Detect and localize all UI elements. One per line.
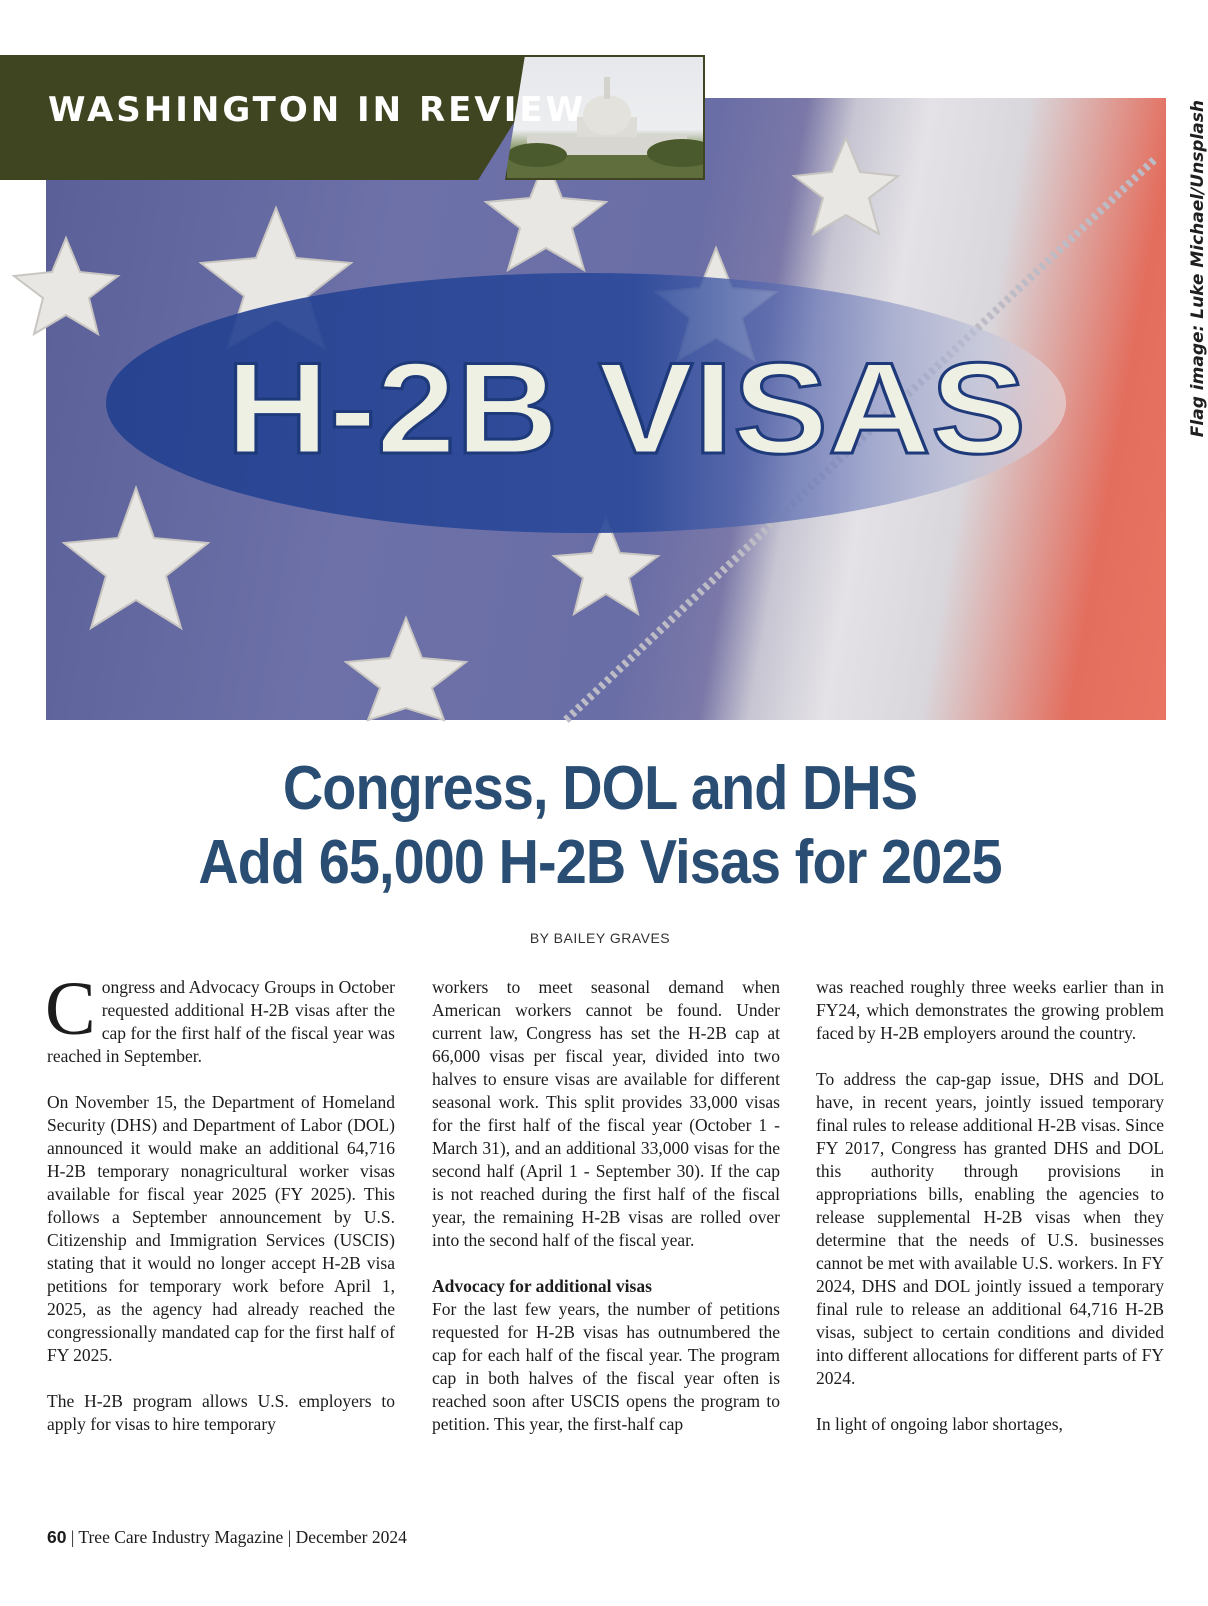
article-column-1 [45, 967, 395, 1459]
paragraph-with-subhead [432, 1275, 780, 1436]
hero-graphic-title: H-2B VISAS [226, 335, 1026, 481]
flag-star [346, 618, 466, 720]
article-column-3 [816, 976, 1164, 1459]
paragraph: On November 15, the Department of Homeland Security (DHS) and Department of Labor (DOL) announced it would make an additional 64,716 H-2B temporary nonagricultural worker visas available for fiscal year 2025 (FY 2025). This follows a September announcement by U.S. Citizenship and Immigration Services (USCIS) stating that it would no longer accept H-2B visa petitions for temporary work before April 1, 2025, as the agency had already reached the congressionally mandated cap for the first half of FY 2025. [47, 1092, 395, 1365]
drop-cap: C [45, 967, 96, 1051]
article-column-2 [432, 976, 780, 1436]
photo-credit: Flag image: Luke Michael/Unsplash [1188, 100, 1208, 438]
paragraph-text: For the last few years, the number of petitions requested for H-2B visas has outnumbered the cap for each half of the fiscal year. The program cap in both halves of the fiscal year often is reached soon after USCIS opens the program to petition. This year, the first-half cap [432, 1299, 780, 1434]
paragraph: The H-2B program allows U.S. employers to apply for visas to hire temporary [47, 1391, 395, 1434]
paragraph: workers to meet seasonal demand when American workers cannot be found. Under current law, Congress has set the H-2B cap at 66,000 visas per fiscal year, divided into two halves to ensure visas are available for different seasonal work. This split provides 33,000 visas for the first half of the fiscal year (October 1 - March 31), and an additional 33,000 visas for the second half (April 1 - September 30). If the cap is not reached during the first half of the fiscal year, the remaining H-2B visas are rolled over into the second half of the fiscal year. [432, 977, 780, 1250]
hero-image [46, 98, 1166, 720]
flag-star [64, 488, 208, 628]
page-number: 60 [47, 1527, 67, 1547]
headline-line-2: Add 65,000 H-2B Visas for 2025 [198, 828, 1002, 897]
section-banner-label: WASHINGTON IN REVIEW [48, 90, 587, 130]
flag-illustration [46, 98, 1166, 720]
headline-line-1: Congress, DOL and DHS [282, 754, 918, 823]
paragraph: To address the cap-gap issue, DHS and DOL have, in recent years, jointly issued temporary final rules to release additional H-2B visas. Since FY 2017, Congress has granted DHS and DOL this authority through provisions in appropriations bills, enabling the agencies to release supplemental H-2B visas when they determine that the needs of U.S. businesses cannot be met with available U.S. workers. In FY 2024, DHS and DOL jointly issued a temporary final rule to release an additional 64,716 H-2B visas, subject to certain conditions and divided into different allocations for different parts of FY 2024. [816, 1069, 1164, 1388]
flag-star [14, 238, 118, 334]
flag-star [794, 138, 898, 234]
paragraph [45, 967, 395, 1068]
paragraph: In light of ongoing labor shortages, [816, 1414, 1063, 1434]
article-headline [60, 752, 1140, 900]
publication-info: | Tree Care Industry Magazine | December 2024 [66, 1527, 407, 1547]
subheading: Advocacy for additional visas [432, 1276, 652, 1296]
page-footer [47, 1527, 407, 1548]
paragraph: was reached roughly three weeks earlier than in FY24, which demonstrates the growing problem faced by H-2B employers around the country. [816, 977, 1164, 1043]
paragraph-text: ongress and Advocacy Groups in October requested additional H-2B visas after the cap for the first half of the fiscal year was reached in September. [47, 977, 395, 1066]
byline: BY BAILEY GRAVES [529, 930, 671, 946]
